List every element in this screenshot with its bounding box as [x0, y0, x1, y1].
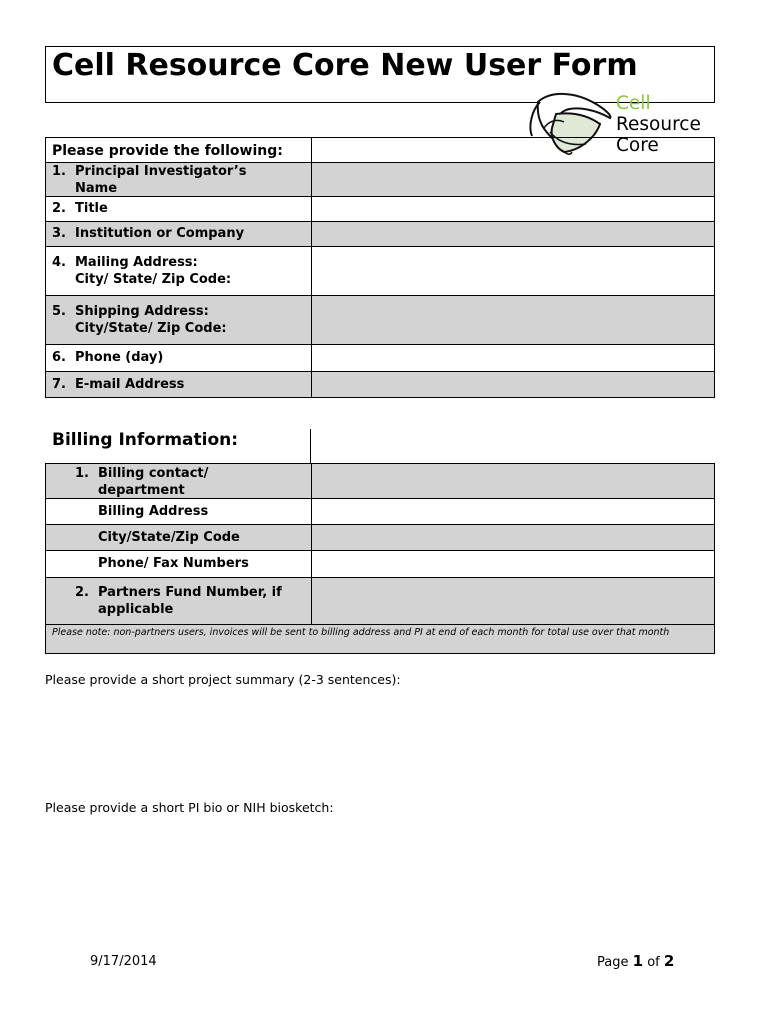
table-row-phone — [46, 344, 714, 371]
billing-address-field[interactable] — [311, 499, 714, 524]
fund-number-field[interactable] — [311, 578, 714, 624]
row-label: 5. Shipping Address: City/State/ Zip Code: — [52, 304, 227, 336]
table-row-title — [46, 196, 714, 221]
table-row-pi-name — [46, 162, 714, 196]
row-label: 6. Phone (day) — [52, 350, 164, 365]
billing-rows — [45, 463, 715, 654]
table-row-mailing-address — [46, 246, 714, 295]
table-row-billing-phone — [46, 550, 714, 577]
summary-prompt: Please provide a short project summary (2-3 sentences): — [45, 672, 401, 687]
logo-text-cell: Cell — [616, 93, 651, 114]
row-label: 4. Mailing Address: City/ State/ Zip Code: — [52, 255, 232, 287]
mailing-address-field[interactable] — [311, 247, 714, 295]
logo-text-core: Core — [616, 135, 659, 156]
row-label: Billing Address — [98, 504, 209, 519]
billing-header — [45, 429, 715, 463]
bio-prompt: Please provide a short PI bio or NIH biosketch: — [45, 800, 334, 815]
title-field[interactable] — [311, 197, 714, 221]
table-row-billing-address — [46, 498, 714, 524]
table-row-shipping-address — [46, 295, 714, 344]
row-label: 1. Billing contact/ department — [75, 466, 209, 498]
table-row-fund-number — [46, 577, 714, 624]
section-heading: Please provide the following: — [52, 143, 283, 159]
page-title: Cell Resource Core New User Form — [52, 48, 638, 83]
table-header-row — [46, 135, 714, 162]
table-row-email — [46, 371, 714, 397]
billing-header-divider — [310, 429, 311, 463]
billing-note: Please note: non-partners users, invoices will be sent to billing address and PI at end of each month for total use over that month — [52, 627, 670, 638]
page-number: Page 1 of 2 — [597, 952, 675, 970]
billing-city-field[interactable] — [311, 525, 714, 550]
billing-heading: Billing Information: — [52, 430, 239, 450]
email-field[interactable] — [311, 372, 714, 397]
row-label: 1. Principal Investigator’s Name — [52, 164, 247, 196]
pi-name-field[interactable] — [311, 163, 714, 196]
row-label: 3. Institution or Company — [52, 226, 245, 241]
logo-text-resource: Resource — [616, 114, 701, 135]
row-label: City/State/Zip Code — [98, 530, 240, 545]
table-row-billing-city — [46, 524, 714, 550]
billing-phone-field[interactable] — [311, 551, 714, 577]
institution-field[interactable] — [311, 222, 714, 246]
row-label: 7. E-mail Address — [52, 377, 185, 392]
table-row-billing-contact — [46, 463, 714, 498]
billing-contact-field[interactable] — [311, 464, 714, 498]
investigator-info-table — [45, 137, 715, 398]
shipping-address-field[interactable] — [311, 296, 714, 344]
row-label: 2. Title — [52, 201, 108, 216]
phone-field[interactable] — [311, 345, 714, 371]
table-row-institution — [46, 221, 714, 246]
billing-table — [45, 429, 715, 654]
header-value-cell — [311, 135, 714, 162]
row-label: Phone/ Fax Numbers — [98, 556, 249, 571]
row-label: 2. Partners Fund Number, if applicable — [75, 585, 282, 617]
footer-date: 9/17/2014 — [90, 954, 157, 969]
billing-note-row — [46, 624, 714, 653]
